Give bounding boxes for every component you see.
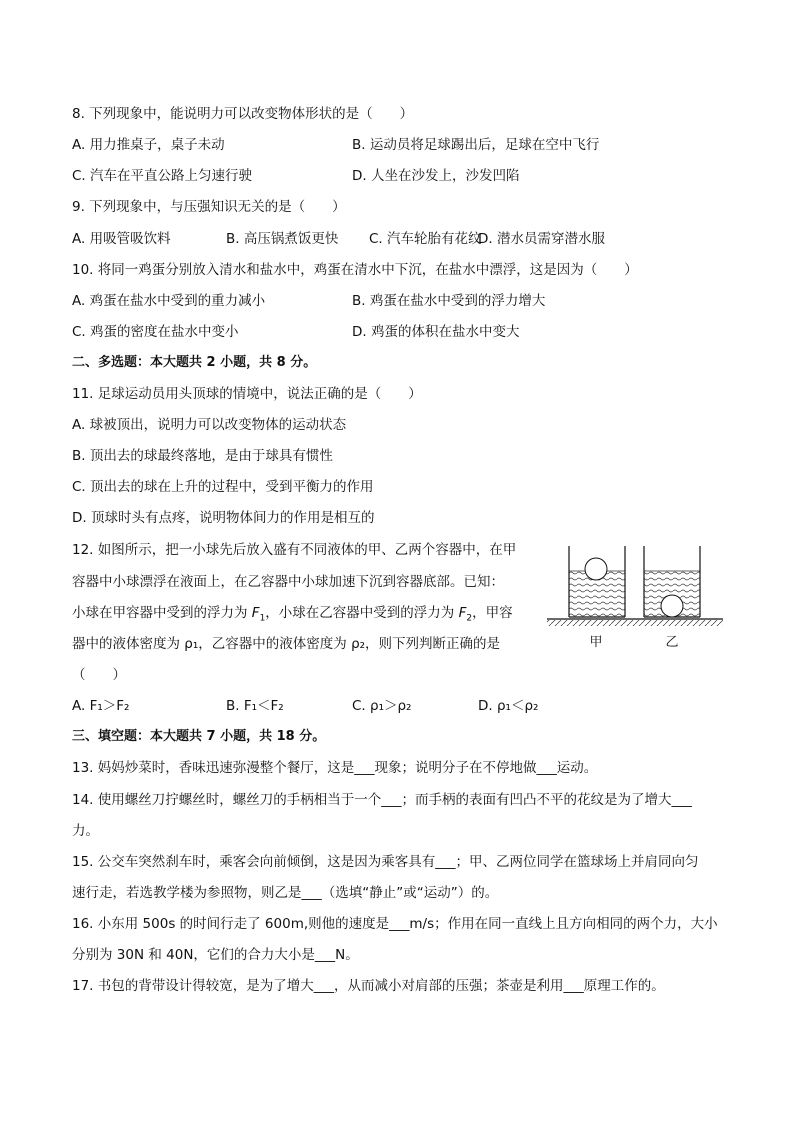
section-heading-multi-choice: 二、多选题：本大题共 2 小题，共 8 分。 [72,355,317,370]
q10-option-c: C. 鸡蛋的密度在盐水中变小 [72,324,239,340]
q8-option-c: C. 汽车在平直公路上匀速行驶 [72,168,253,184]
q12-option-c: C. ρ₁＞ρ₂ [352,698,412,714]
q12-line-4: 器中的液体密度为 ρ₁，乙容器中的液体密度为 ρ₂，则下列判断正确的是 [72,636,501,652]
q15-line-2: 速行走，若选教学楼为参照物，则乙是___（选填“静止”或“运动”）的。 [72,885,499,901]
q16-line-1: 16. 小东用 500s 的时间行走了 600m,则他的速度是___m/s；作用在同一直线上且方向相同的两个力，大小 [72,916,718,932]
q9-option-b: B. 高压锅煮饭更快 [226,231,339,247]
symbol-f2: F [458,605,467,621]
q11-option-c: C. 顶出去的球在上升的过程中，受到平衡力的作用 [72,479,374,495]
q17: 17. 书包的背带设计得较宽，是为了增大___，从而减小对肩部的压强；茶壶是利用___原理工作的。 [72,978,665,994]
q12-option-a: A. F₁＞F₂ [72,698,130,714]
q12-option-d: D. ρ₁＜ρ₂ [478,698,539,714]
q12-container-figure [545,540,725,652]
q8-stem: 8. 下列现象中，能说明力可以改变物体形状的是（ ） [72,106,414,122]
q8-option-a: A. 用力推桌子，桌子未动 [72,137,225,153]
q10-option-b: B. 鸡蛋在盐水中受到的浮力增大 [352,293,546,309]
q12-line-3-part-b: ，小球在乙容器中受到的浮力为 [265,605,459,621]
q9-option-c: C. 汽车轮胎有花纹 [369,231,482,247]
label-yi: 乙 [665,635,679,650]
ball-floating [585,558,607,580]
q8-option-d: D. 人坐在沙发上，沙发凹陷 [352,168,520,184]
q10-option-a: A. 鸡蛋在盐水中受到的重力减小 [72,293,266,309]
symbol-f1: F [251,605,260,621]
q8-option-b: B. 运动员将足球踢出后，足球在空中飞行 [352,137,600,153]
q14-line-1: 14. 使用螺丝刀拧螺丝时，螺丝刀的手柄相当于一个___；而手柄的表面有凹凸不平的花纹是为了增大___ [72,792,692,808]
q9-option-d: D. 潜水员需穿潜水服 [478,231,605,247]
ground-hatch [547,620,723,626]
container-yi [644,546,700,617]
q13: 13. 妈妈炒菜时，香味迅速弥漫整个餐厅，这是___现象；说明分子在不停地做___运动。 [72,760,598,776]
q12-line-1: 12. 如图所示，把一小球先后放入盛有不同液体的甲、乙两个容器中，在甲 [72,542,517,558]
q12-line-3-part-a: 小球在甲容器中受到的浮力为 [72,605,252,621]
q10-option-d: D. 鸡蛋的体积在盐水中变大 [352,324,520,340]
q9-option-a: A. 用吸管吸饮料 [72,231,171,247]
q11-option-a: A. 球被顶出，说明力可以改变物体的运动状态 [72,417,347,433]
label-jia: 甲 [589,635,603,650]
section-heading-fill-blank: 三、填空题：本大题共 7 小题，共 18 分。 [72,729,326,744]
q9-stem: 9. 下列现象中，与压强知识无关的是（ ） [72,199,346,215]
q14-line-2: 力。 [72,823,99,839]
q11-option-b: B. 顶出去的球最终落地，是由于球具有惯性 [72,448,333,464]
q12-line-2: 容器中小球漂浮在液面上，在乙容器中小球加速下沉到容器底部。已知： [72,574,504,590]
q10-stem: 10. 将同一鸡蛋分别放入清水和盐水中，鸡蛋在清水中下沉，在盐水中漂浮，这是因为（ ） [72,262,638,278]
q12-option-b: B. F₁＜F₂ [226,698,284,714]
q12-line-3: 小球在甲容器中受到的浮力为 $F_1$，小球在乙容器中受到的浮力为 $F_2$，甲容 [72,605,513,624]
q12-line-3-part-c: ，甲容 [472,605,513,621]
ball-sunk [661,595,683,617]
q16-line-2: 分别为 30N 和 40N，它们的合力大小是___N。 [72,947,359,963]
q11-stem: 11. 足球运动员用头顶球的情境中，说法正确的是（ ） [72,386,422,402]
q15-line-1: 15. 公交车突然刹车时，乘客会向前倾倒，这是因为乘客具有___；甲、乙两位同学在篮球场上并肩同向匀 [72,854,699,870]
q11-option-d: D. 顶球时头有点疼，说明物体间力的作用是相互的 [72,510,375,526]
q12-line-5: （ ） [72,667,126,683]
container-jia [569,546,625,617]
